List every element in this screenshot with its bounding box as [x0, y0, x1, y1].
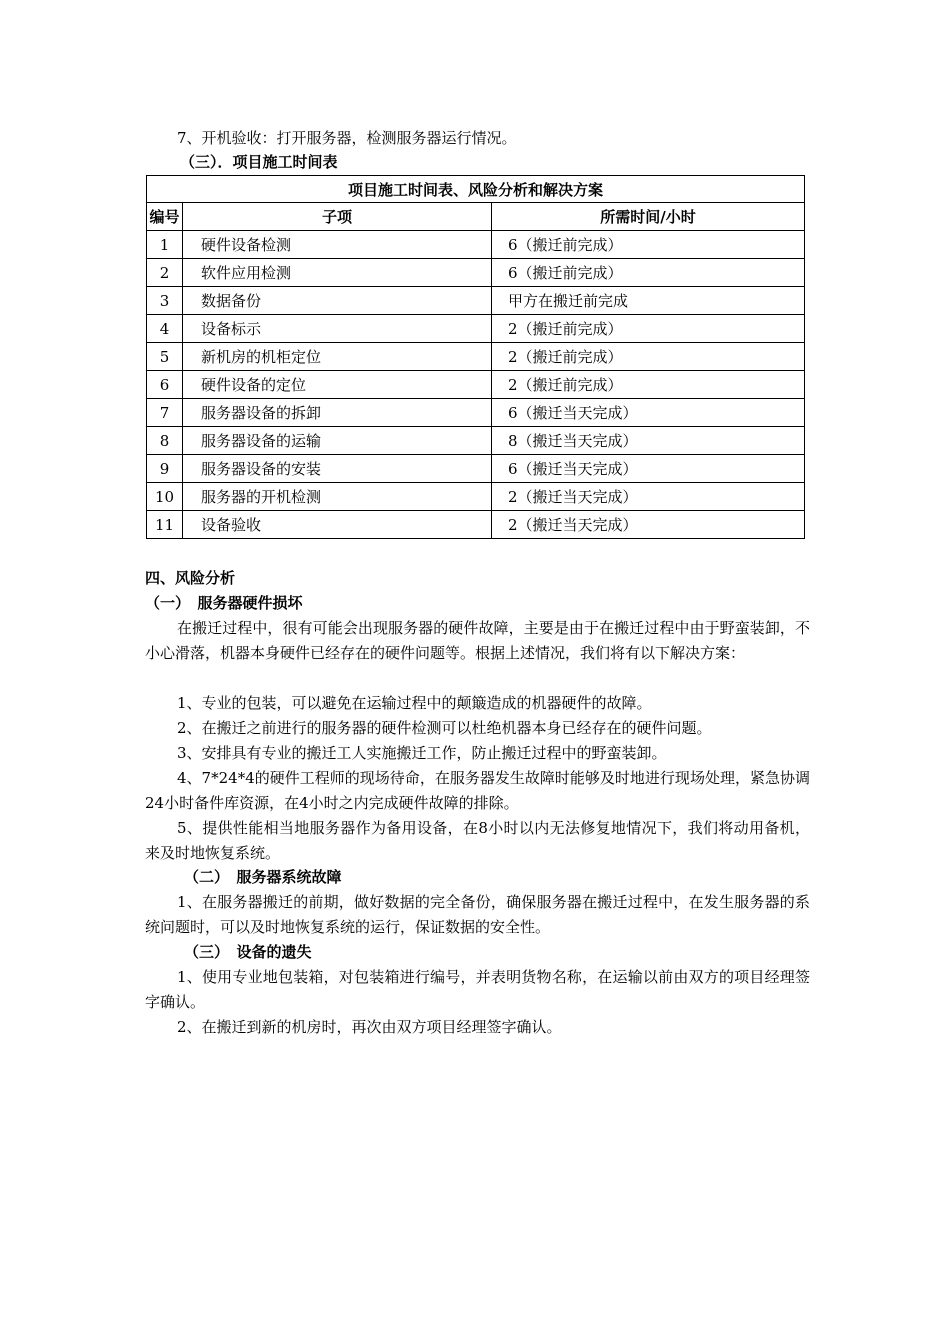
row-item: 数据备份 [183, 287, 492, 315]
row-number: 1 [147, 231, 183, 259]
row-time: 8（搬迁当天完成） [492, 427, 805, 455]
table-row [147, 455, 805, 483]
risk-s3-item-2: 2、在搬迁到新的机房时，再次由双方项目经理签字确认。 [177, 1018, 562, 1036]
row-time: 甲方在搬迁前完成 [492, 287, 805, 315]
row-number: 9 [147, 455, 183, 483]
row-number: 6 [147, 371, 183, 399]
table-row [147, 343, 805, 371]
schedule-heading: （三）．项目施工时间表 [180, 153, 338, 171]
row-time: 6（搬迁前完成） [492, 259, 805, 287]
intro-line: 7、开机验收：打开服务器，检测服务器运行情况。 [177, 129, 517, 147]
row-number: 8 [147, 427, 183, 455]
row-time: 2（搬迁前完成） [492, 371, 805, 399]
row-item: 设备标示 [183, 315, 492, 343]
risk-title: 四、风险分析 [145, 569, 236, 587]
row-number: 2 [147, 259, 183, 287]
header-time: 所需时间/小时 [492, 203, 805, 231]
risk-s1-intro: 在搬迁过程中，很有可能会出现服务器的硬件故障，主要是由于在搬迁过程中由于野蛮装卸，不小心滑落，机器本身硬件已经存在的硬件问题等。根据上述情况，我们将有以下解决方案： [145, 619, 810, 662]
row-time: 2（搬迁当天完成） [492, 483, 805, 511]
table-caption-row [147, 176, 805, 203]
row-item: 服务器设备的安装 [183, 455, 492, 483]
row-number: 4 [147, 315, 183, 343]
row-time: 6（搬迁当天完成） [492, 399, 805, 427]
row-number: 5 [147, 343, 183, 371]
risk-s1-item-1: 1、专业的包装，可以避免在运输过程中的颠簸造成的机器硬件的故障。 [177, 694, 652, 712]
table-row [147, 231, 805, 259]
schedule-table [146, 175, 805, 539]
row-item: 硬件设备的定位 [183, 371, 492, 399]
row-number: 11 [147, 511, 183, 539]
row-item: 服务器设备的运输 [183, 427, 492, 455]
risk-s1-item-5: 5、提供性能相当地服务器作为备用设备，在8小时以内无法修复地情况下，我们将动用备机，来及时地恢复系统。 [145, 819, 810, 862]
table-header-row [147, 203, 805, 231]
table-row [147, 511, 805, 539]
row-item: 设备验收 [183, 511, 492, 539]
header-item: 子项 [183, 203, 492, 231]
table-row [147, 315, 805, 343]
row-time: 2（搬迁当天完成） [492, 511, 805, 539]
row-time: 2（搬迁前完成） [492, 315, 805, 343]
table-row [147, 287, 805, 315]
header-number: 编号 [147, 203, 183, 231]
table-caption: 项目施工时间表、风险分析和解决方案 [147, 176, 805, 203]
table-row [147, 483, 805, 511]
row-time: 6（搬迁当天完成） [492, 455, 805, 483]
row-time: 6（搬迁前完成） [492, 231, 805, 259]
risk-s1-item-4: 4、7*24*4的硬件工程师的现场待命，在服务器发生故障时能够及时地进行现场处理，紧急协调24小时备件库资源，在4小时之内完成硬件故障的排除。 [145, 769, 810, 812]
table-row [147, 259, 805, 287]
table-row [147, 427, 805, 455]
table-row [147, 399, 805, 427]
row-time: 2（搬迁前完成） [492, 343, 805, 371]
row-item: 服务器设备的拆卸 [183, 399, 492, 427]
row-item: 服务器的开机检测 [183, 483, 492, 511]
risk-s2-heading: （二） 服务器系统故障 [184, 868, 342, 886]
risk-s1-item-2: 2、在搬迁之前进行的服务器的硬件检测可以杜绝机器本身已经存在的硬件问题。 [177, 719, 712, 737]
risk-s2-item-1: 1、在服务器搬迁的前期，做好数据的完全备份，确保服务器在搬迁过程中，在发生服务器的系统问题时，可以及时地恢复系统的运行，保证数据的安全性。 [145, 893, 810, 936]
table-row [147, 371, 805, 399]
risk-s3-heading: （三） 设备的遗失 [184, 943, 312, 961]
risk-s1-heading: （一） 服务器硬件损坏 [145, 594, 303, 612]
row-number: 10 [147, 483, 183, 511]
table-body [147, 231, 805, 539]
row-item: 软件应用检测 [183, 259, 492, 287]
row-number: 3 [147, 287, 183, 315]
row-item: 硬件设备检测 [183, 231, 492, 259]
risk-s3-item-1: 1、使用专业地包装箱，对包装箱进行编号，并表明货物名称，在运输以前由双方的项目经理签字确认。 [145, 968, 810, 1011]
row-item: 新机房的机柜定位 [183, 343, 492, 371]
risk-s1-item-3: 3、安排具有专业的搬迁工人实施搬迁工作，防止搬迁过程中的野蛮装卸。 [177, 744, 667, 762]
row-number: 7 [147, 399, 183, 427]
